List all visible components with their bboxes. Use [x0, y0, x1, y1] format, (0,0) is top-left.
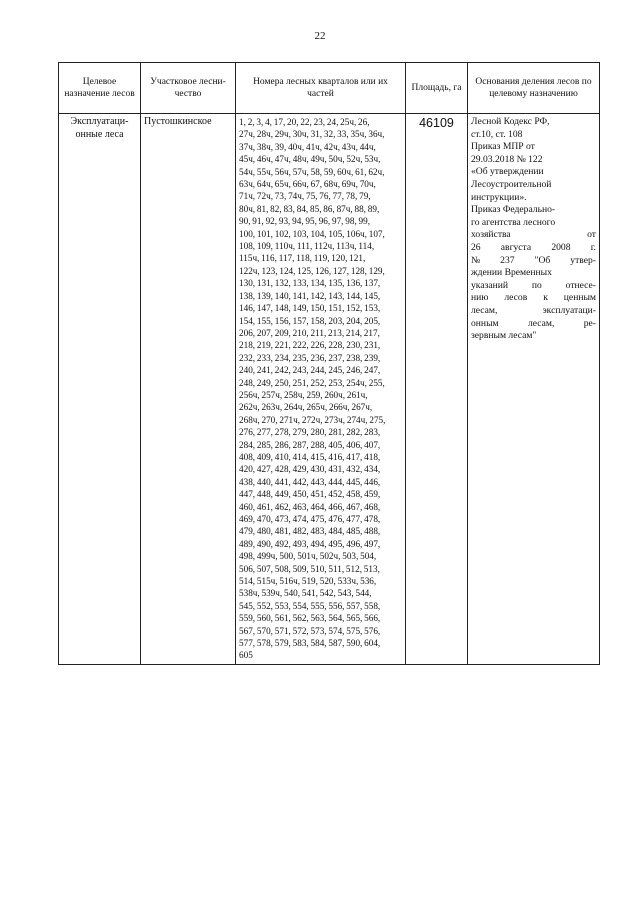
cell-area: 46109	[406, 114, 468, 665]
basis-line: Лесной Кодекс РФ,	[471, 116, 550, 127]
cell-purpose: Эксплуатаци-онные леса	[59, 114, 141, 665]
quarters-line: 122ч, 123, 124, 125, 126, 127, 128, 129,	[239, 265, 385, 276]
basis-line: Лесоустроительной	[471, 178, 552, 190]
quarters-line: 545, 552, 553, 554, 555, 556, 557, 558,	[239, 600, 381, 611]
quarters-line: 514, 515ч, 516ч, 519, 520, 533ч, 536,	[239, 576, 377, 587]
basis-line: зервным лесам"	[471, 330, 537, 342]
quarters-line: 420, 427, 428, 429, 430, 431, 432, 434,	[239, 464, 381, 475]
quarters-line: 567, 570, 571, 572, 573, 574, 575, 576,	[239, 625, 381, 636]
quarters-line: 447, 448, 449, 450, 451, 452, 458, 459,	[239, 489, 381, 500]
quarters-line: 256ч, 257ч, 258ч, 259, 260ч, 261ч,	[239, 389, 368, 400]
quarters-line: 268ч, 270, 271ч, 272ч, 273ч, 274ч, 275,	[239, 414, 386, 425]
quarters-line: 108, 109, 110ч, 111, 112ч, 113ч, 114,	[239, 241, 375, 252]
quarters-line: 71ч, 72ч, 73, 74ч, 75, 76, 77, 78, 79,	[239, 191, 371, 202]
basis-line: № 237 "Об утвер-	[471, 254, 596, 266]
quarters-line: 284, 285, 286, 287, 288, 405, 406, 407,	[239, 439, 381, 450]
basis-line: «Об утверждении	[471, 166, 544, 178]
quarters-line: 1, 2, 3, 4, 17, 20, 22, 23, 24, 25ч, 26,	[239, 117, 370, 127]
quarters-line: 479, 480, 481, 482, 483, 484, 485, 488,	[239, 526, 381, 537]
basis-line: указаний по отнесе-	[471, 279, 596, 291]
quarters-line: 248, 249, 250, 251, 252, 253, 254ч, 255,	[239, 377, 385, 388]
quarters-line: 115ч, 116, 117, 118, 119, 120, 121,	[239, 253, 366, 264]
quarters-line: 276, 277, 278, 279, 280, 281, 282, 283,	[239, 427, 381, 438]
quarters-line: 538ч, 539ч, 540, 541, 542, 543, 544,	[239, 588, 372, 599]
header-purpose: Целевое назначение лесов	[59, 63, 141, 114]
quarters-line: 146, 147, 148, 149, 150, 151, 152, 153,	[239, 303, 381, 314]
quarters-line: 469, 470, 473, 474, 475, 476, 477, 478,	[239, 514, 381, 524]
quarters-line: 154, 155, 156, 157, 158, 203, 204, 205,	[239, 315, 381, 326]
quarters-line: 408, 409, 410, 414, 415, 416, 417, 418,	[239, 451, 381, 462]
quarters-line: 577, 578, 579, 583, 584, 587, 590, 604,	[239, 638, 381, 649]
header-quarters: Номера лесных кварталов или их частей	[236, 63, 406, 114]
quarters-line: 218, 219, 221, 222, 226, 228, 230, 231,	[239, 340, 381, 351]
quarters-line: 130, 131, 132, 133, 134, 135, 136, 137,	[239, 278, 381, 289]
cell-basis	[468, 114, 600, 665]
quarters-line: 90, 91, 92, 93, 94, 95, 96, 97, 98, 99,	[239, 216, 371, 227]
forest-purpose-table	[58, 62, 600, 665]
basis-line: Приказ МПР от	[471, 141, 535, 153]
quarters-line: 80ч, 81, 82, 83, 84, 85, 86, 87ч, 88, 89,	[239, 203, 380, 214]
quarters-line: 489, 490, 492, 493, 494, 495, 496, 497,	[239, 538, 381, 549]
basis-line: го агентства лесного	[471, 216, 556, 228]
basis-line: ждении Временных	[471, 267, 552, 279]
quarters-line: 45ч, 46ч, 47ч, 48ч, 49ч, 50ч, 52ч, 53ч,	[239, 154, 381, 165]
quarters-line: 605	[239, 650, 253, 661]
basis-line: ст.10, ст. 108	[471, 128, 523, 140]
quarters-line: 498, 499ч, 500, 501ч, 502ч, 503, 504,	[239, 551, 377, 562]
quarters-line: 506, 507, 508, 509, 510, 511, 512, 513,	[239, 563, 380, 574]
cell-forestry: Пустошкинское	[141, 114, 236, 665]
basis-line: хозяйства от	[471, 229, 596, 241]
quarters-line: 138, 139, 140, 141, 142, 143, 144, 145,	[239, 290, 381, 301]
header-forestry: Участковое лесни-чество	[141, 63, 236, 114]
basis-line: лесам, эксплуатаци-	[471, 304, 596, 316]
quarters-line: 559, 560, 561, 562, 563, 564, 565, 566,	[239, 613, 381, 624]
basis-line: нию лесов к ценным	[471, 292, 596, 304]
basis-line: онным лесам, ре-	[471, 317, 596, 329]
basis-line: 26 августа 2008 г.	[471, 241, 596, 253]
cell-quarters	[236, 114, 406, 665]
page-number: 22	[314, 30, 326, 42]
quarters-line: 37ч, 38ч, 39, 40ч, 41ч, 42ч, 43ч, 44ч,	[239, 141, 376, 152]
header-basis: Основания деления лесов по целевому назначению	[468, 63, 600, 114]
basis-line: инструкции».	[471, 191, 527, 203]
quarters-line: 63ч, 64ч, 65ч, 66ч, 67, 68ч, 69ч, 70ч,	[239, 179, 376, 190]
quarters-line: 232, 233, 234, 235, 236, 237, 238, 239,	[239, 352, 381, 363]
quarters-line: 240, 241, 242, 243, 244, 245, 246, 247,	[239, 365, 381, 376]
quarters-line: 100, 101, 102, 103, 104, 105, 106ч, 107,	[239, 228, 385, 239]
quarters-line: 206, 207, 209, 210, 211, 213, 214, 217,	[239, 327, 380, 338]
quarters-line: 438, 440, 441, 442, 443, 444, 445, 446,	[239, 476, 381, 487]
quarters-line: 27ч, 28ч, 29ч, 30ч, 31, 32, 33, 35ч, 36ч,	[239, 129, 385, 140]
table-header-row	[59, 63, 600, 114]
table-row	[59, 114, 600, 665]
basis-line: Приказ Федерально-	[471, 204, 556, 216]
quarters-line: 54ч, 55ч, 56ч, 57ч, 58, 59, 60ч, 61, 62ч,	[239, 166, 385, 177]
quarters-line: 262ч, 263ч, 264ч, 265ч, 266ч, 267ч,	[239, 402, 373, 413]
quarters-line: 460, 461, 462, 463, 464, 466, 467, 468,	[239, 501, 381, 512]
header-area: Площадь, га	[406, 63, 468, 114]
basis-line: 29.03.2018 № 122	[471, 153, 543, 165]
